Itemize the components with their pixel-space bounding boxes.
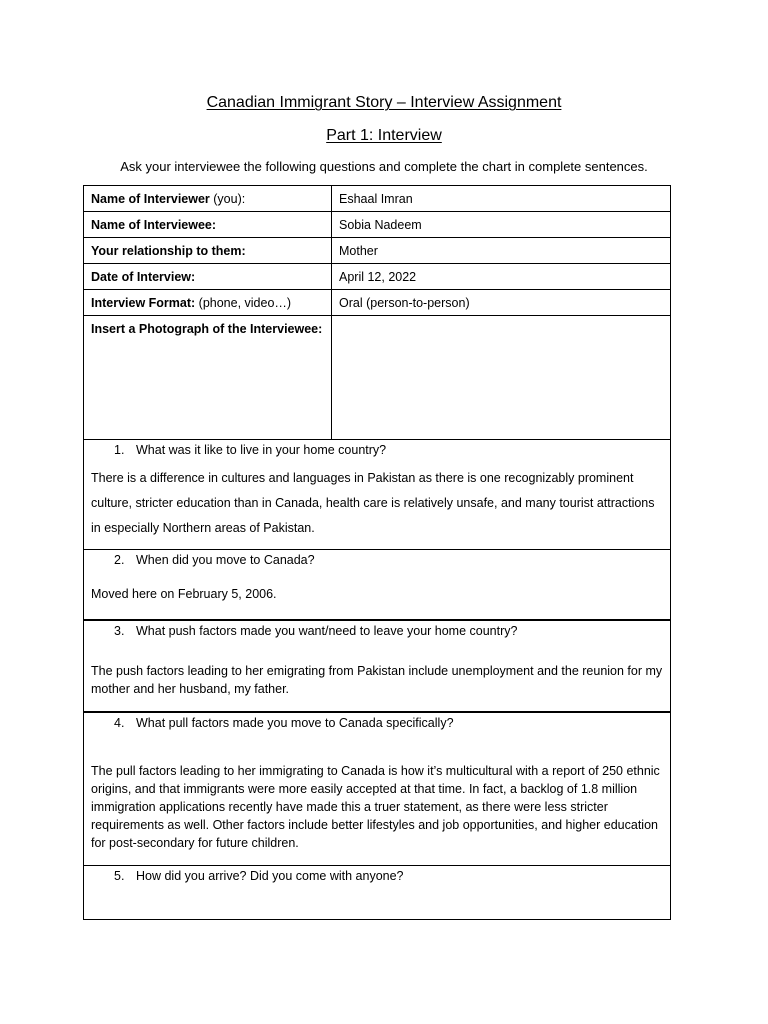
answer-3[interactable]: The push factors leading to her emigrating from Pakistan include unemployment and the reunion for my mother and her husband, my father. (91, 664, 663, 696)
table-row-relationship (84, 238, 670, 264)
instructions-text: Ask your interviewee the following questions and complete the chart in complete sentences. (120, 159, 648, 174)
interviewer-label: Name of Interviewer (you): (84, 186, 332, 211)
answer-1[interactable]: There is a difference in cultures and languages in Pakistan as there is one recognizably prominent culture, stricter education than in Canada, health care is relatively unsafe, and many tourist attractions in especially Northern areas of Pakistan. (91, 471, 655, 535)
photo-drop-area[interactable] (332, 316, 670, 439)
date-value[interactable]: April 12, 2022 (339, 270, 417, 284)
interviewer-value[interactable]: Eshaal Imran (339, 192, 413, 206)
date-label: Date of Interview: (84, 264, 332, 289)
relationship-value[interactable]: Mother (339, 244, 378, 258)
table-row-question-3 (84, 621, 670, 713)
table-row-question-4 (84, 713, 670, 866)
answer-4[interactable]: The pull factors leading to her immigrating to Canada is how it’s multicultural with a report of 250 ethnic origins, and that immigrants were more easily accepted at that time. In fact, a backlog of 1.8 million immigration applications recently have made this a truer statement, as there were less stricter requirements as well. Other factors include better lifestyles and job opportunities, and higher education for post-secondary for future children. (91, 764, 660, 850)
table-row-question-1 (84, 440, 670, 550)
format-value[interactable]: Oral (person-to-person) (339, 296, 470, 310)
table-row-date (84, 264, 670, 290)
question-3: 3. What push factors made you want/need to leave your home country? (114, 624, 518, 638)
interviewee-value[interactable]: Sobia Nadeem (339, 218, 422, 232)
table-row-format (84, 290, 670, 316)
table-row-question-5 (84, 866, 670, 919)
relationship-label: Your relationship to them: (84, 238, 332, 263)
question-4: 4. What pull factors made you move to Canada specifically? (114, 716, 454, 730)
question-5: 5. How did you arrive? Did you come with anyone? (114, 869, 404, 883)
table-row-question-2 (84, 550, 670, 621)
part-heading: Part 1: Interview (326, 127, 442, 144)
table-row-photo (84, 316, 670, 440)
question-2: 2. When did you move to Canada? (114, 553, 315, 567)
question-1: 1. What was it like to live in your home country? (114, 443, 387, 457)
answer-2[interactable]: Moved here on February 5, 2006. (91, 587, 277, 601)
format-label: Interview Format: (phone, video…) (84, 290, 332, 315)
table-row-interviewee (84, 212, 670, 238)
document-title: Canadian Immigrant Story – Interview Assignment (206, 94, 562, 111)
interview-table (83, 185, 671, 920)
table-row-interviewer (84, 186, 670, 212)
interviewee-label: Name of Interviewee: (84, 212, 332, 237)
photo-label: Insert a Photograph of the Interviewee: (84, 316, 332, 439)
